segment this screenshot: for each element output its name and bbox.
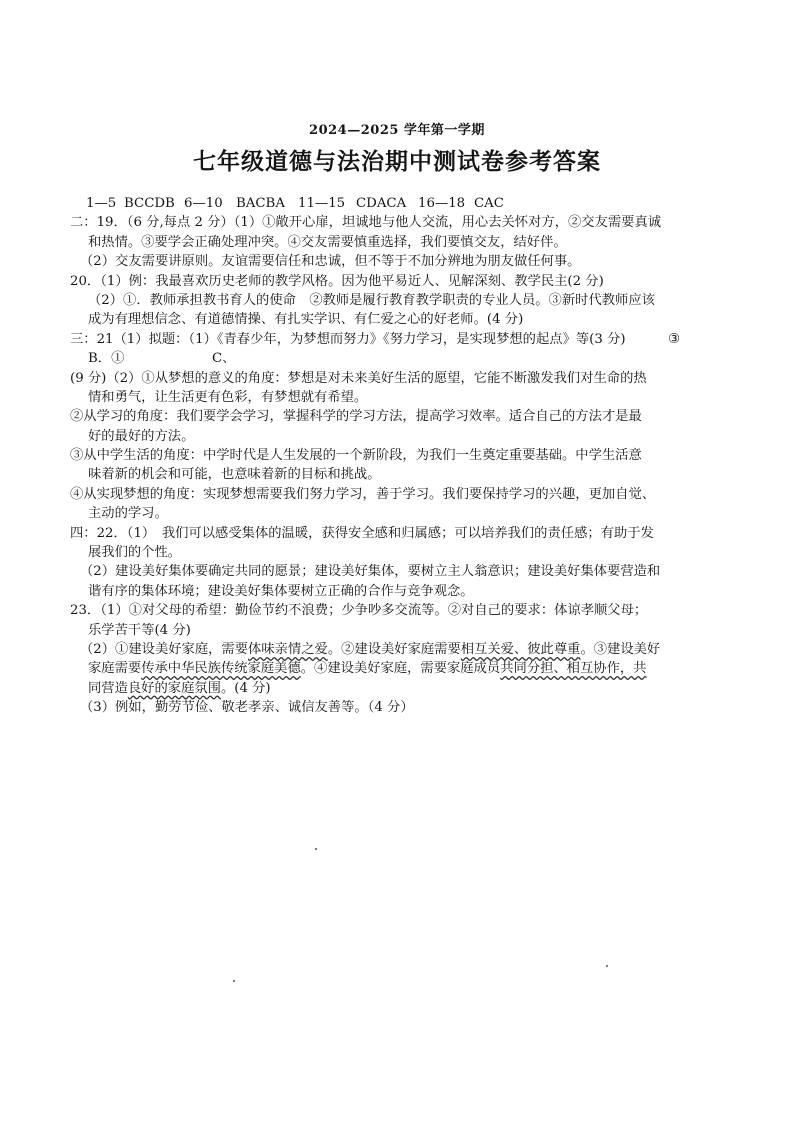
answer-line: ②从学习的角度：我们要学会学习，掌握科学的学习方法，提高学习效率。适合自己的方法才是最 <box>70 409 642 425</box>
answer-line: （2）建设美好集体要确定共同的愿景；建设美好集体，要树立主人翁意识；建设美好集体要营造和 <box>80 564 661 580</box>
mc-range: 6—10 <box>184 196 223 211</box>
answer-line: 23．（1）①对父母的希望：勤俭节约不浪费；少争吵多交流等。②对自己的要求：体谅孝顺父母； <box>70 603 648 619</box>
answer-line: 乐学苦干等(4 分) <box>88 622 191 638</box>
answer-line: 二：19．（6 分,每点 2 分）（1）①敞开心扉，坦诚地与他人交流，用心去关怀对方，②交友需要真诚 <box>70 215 662 231</box>
scan-speck <box>233 980 235 982</box>
answer-text: 三：21（1）拟题：（1）《青春少年，为梦想而努力》《努力学习，是实现梦想的起点》等(3 分) <box>70 331 626 347</box>
answer-text: B．① <box>88 351 125 367</box>
answer-line: 主动的学习。 <box>88 506 168 522</box>
answer-line: 和热情。③要学会正确处理冲突。④交友需要慎重选择，我们要慎交友，结好伴。 <box>88 234 567 250</box>
answer-line: 味着新的机会和可能，也意味着新的目标和挑战。 <box>88 467 381 483</box>
answer-line: （3）例如，勤劳节俭、敬老孝亲、诚信友善等。（4 分） <box>80 700 414 716</box>
answer-text: （2）①建设美好家庭，需要 <box>80 641 249 657</box>
answer-text: 同营造 <box>88 680 128 696</box>
circled-marker: ③ <box>668 331 680 347</box>
mc-answers: BCCDB <box>124 196 175 211</box>
answer-line: （2）交友需要讲原则。友谊需要信任和忠诚，但不等于不加分辨地为朋友做任何事。 <box>80 254 581 270</box>
answer-line <box>70 659 730 678</box>
answer-line: （2）①．教师承担教书育人的使命 ②教师是履行教育教学职责的专业人员。③新时代教师应该 <box>88 292 655 308</box>
scan-speck <box>315 848 317 850</box>
mc-answers: BACBA <box>236 196 285 211</box>
answer-line: ③从中学生活的角度：中学时代是人生发展的一个新阶段，为我们一生奠定重要基础。中学生活意 <box>70 448 642 464</box>
mc-answers: CAC <box>474 196 504 211</box>
answer-text: 。(4 分) <box>220 680 271 696</box>
mc-range: 11—15 <box>298 196 346 211</box>
underlined-phrase: 传承中华民族传统家庭美德 <box>141 661 301 677</box>
answer-line <box>70 640 730 659</box>
answer-content <box>70 194 730 718</box>
answer-line: 四：22．（1） 我们可以感受集体的温暖，获得安全感和归属感；可以培养我们的责任感；有助于发 <box>70 525 654 541</box>
answer-line: 成为有理想信念、有道德情操、有扎实学识、有仁爱之心的好老师。(4 分) <box>88 312 524 328</box>
page-title: 七年级道德与法治期中测试卷参考答案 <box>193 148 601 175</box>
answer-line: 展我们的个性。 <box>88 545 182 561</box>
underlined-phrase: 良好的家庭氛围 <box>127 680 221 696</box>
mc-answers: CDACA <box>356 196 407 211</box>
answer-line: 谐有序的集体环境；建设美好集体要树立正确的合作与竞争观念。 <box>88 583 474 599</box>
answer-text: 。③建设美好 <box>580 641 661 657</box>
scan-speck <box>606 965 608 967</box>
answer-text: C、 <box>212 351 236 367</box>
answer-line <box>70 349 730 368</box>
answer-text: 。②建设美好家庭需要 <box>327 641 461 657</box>
underlined-phrase: 共同分担、相互协作，共 <box>500 661 647 677</box>
term-heading: 2024—2025 学年第一学期 <box>309 123 485 138</box>
answer-text: 家庭需要 <box>88 661 142 677</box>
underlined-phrase: 相互关爱、彼此尊重 <box>460 641 581 657</box>
answer-text: 。④建设美好家庭，需要家庭成员 <box>300 661 501 677</box>
answer-line: ④从实现梦想的角度：实现梦想需要我们努力学习，善于学习。我们要保持学习的兴趣，更加自觉、 <box>70 486 656 502</box>
mc-range: 16—18 <box>418 196 466 211</box>
multiple-choice-answers <box>70 194 730 213</box>
answer-line: (9 分)（2）①从梦想的意义的角度：梦想是对未来美好生活的愿望，它能不断激发我们对生命的热 <box>70 370 647 386</box>
answer-line: 20．（1）例：我最喜欢历史老师的教学风格。因为他平易近人、见解深刻、教学民主(2 分) <box>70 273 604 289</box>
answer-line: 好的最好的方法。 <box>88 428 195 444</box>
answer-line <box>70 679 730 698</box>
answer-line: 情和勇气，让生活更有色彩，有梦想就有希望。 <box>88 389 368 405</box>
mc-range: 1—5 <box>86 196 117 211</box>
answer-line <box>70 330 730 349</box>
underlined-phrase: 体味亲情之爱 <box>248 641 328 657</box>
